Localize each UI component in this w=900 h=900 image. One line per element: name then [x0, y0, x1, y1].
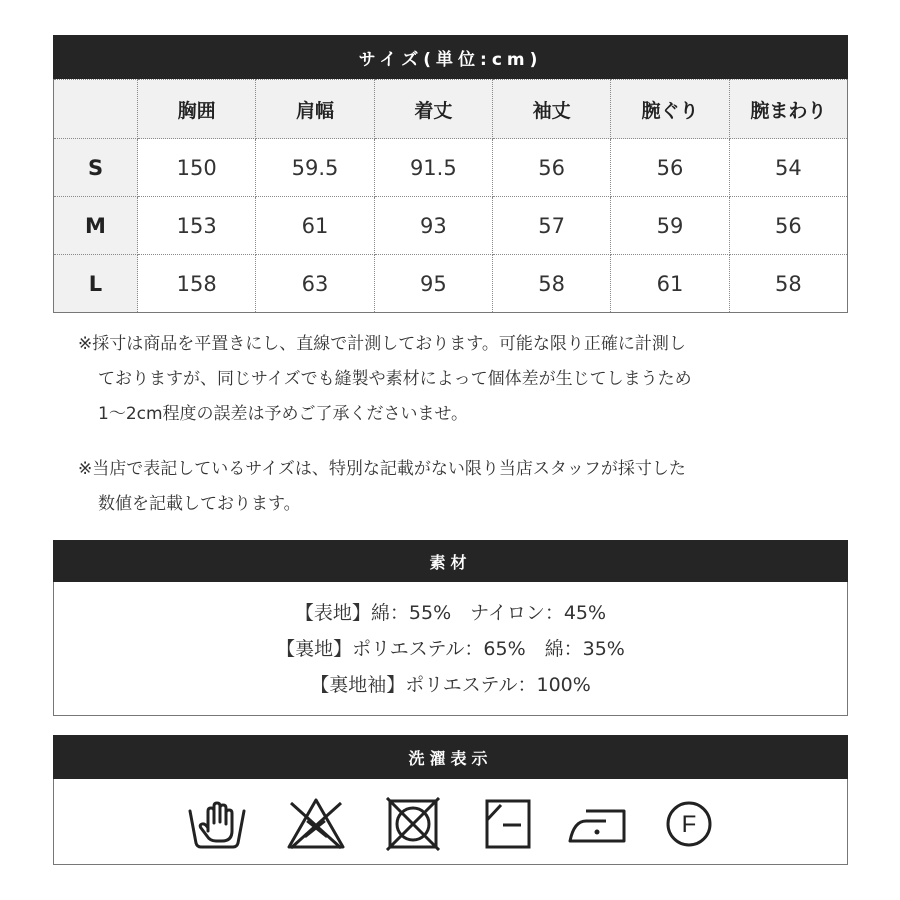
hand-wash-icon: [186, 797, 248, 851]
size-table-header-row: [54, 80, 848, 139]
table-cell: 58: [729, 255, 847, 313]
table-cell: 158: [138, 255, 256, 313]
column-header-arm-circumference: 腕まわり: [729, 80, 847, 139]
table-cell: 95: [374, 255, 492, 313]
column-header-length: 着丈: [374, 80, 492, 139]
note-line: ておりますが、同じサイズでも縫製や素材によって個体差が生じてしまうため: [98, 369, 692, 389]
table-cell: 56: [729, 197, 847, 255]
table-cell: 59.5: [256, 139, 374, 197]
iron-low-icon: [566, 797, 628, 851]
table-cell: 54: [729, 139, 847, 197]
note-paragraph: [78, 452, 838, 522]
note-line: ※当店で表記しているサイズは、特別な記載がない限り当店スタッフが採寸した: [78, 459, 686, 479]
size-table: [53, 79, 848, 313]
material-section: [53, 540, 848, 716]
column-header-chest: 胸囲: [138, 80, 256, 139]
line-dry-shade-icon: [477, 797, 539, 851]
material-line: 【裏地袖】ポリエステル：100%: [310, 673, 591, 696]
material-title: 素材: [53, 540, 848, 582]
table-cell: 61: [611, 255, 729, 313]
size-table-section: [53, 35, 848, 313]
no-bleach-icon: [285, 797, 347, 851]
size-label: L: [54, 255, 138, 313]
care-icons-row: [53, 779, 848, 865]
table-row: [54, 255, 848, 313]
note-line: 1～2cm程度の誤差は予めご了承くださいませ。: [98, 404, 469, 424]
material-body: [53, 582, 848, 716]
table-cell: 91.5: [374, 139, 492, 197]
size-label: S: [54, 139, 138, 197]
dry-clean-f-icon: [658, 797, 720, 851]
care-title: 洗濯表示: [53, 735, 848, 779]
measurement-notes: [78, 327, 838, 522]
note-paragraph: [78, 327, 838, 432]
size-table-title: サイズ(単位:cm): [53, 35, 848, 79]
table-row: [54, 139, 848, 197]
material-line: 【表地】綿：55% ナイロン：45%: [294, 601, 607, 624]
table-cell: 58: [492, 255, 610, 313]
care-section: [53, 735, 848, 865]
dry-clean-letter: F: [681, 811, 697, 838]
material-line: 【裏地】ポリエステル：65% 綿：35%: [276, 637, 625, 660]
size-label: M: [54, 197, 138, 255]
note-line: ※採寸は商品を平置きにし、直線で計測しております。可能な限り正確に計測し: [78, 334, 686, 354]
column-header-armhole: 腕ぐり: [611, 80, 729, 139]
column-header-blank: [54, 80, 138, 139]
table-cell: 57: [492, 197, 610, 255]
table-cell: 56: [611, 139, 729, 197]
no-tumble-dry-icon: [382, 797, 444, 851]
table-cell: 56: [492, 139, 610, 197]
table-cell: 59: [611, 197, 729, 255]
note-line: 数値を記載しております。: [98, 494, 301, 514]
table-cell: 93: [374, 197, 492, 255]
column-header-sleeve: 袖丈: [492, 80, 610, 139]
table-cell: 153: [138, 197, 256, 255]
table-cell: 150: [138, 139, 256, 197]
column-header-shoulder: 肩幅: [256, 80, 374, 139]
table-cell: 61: [256, 197, 374, 255]
table-cell: 63: [256, 255, 374, 313]
table-row: [54, 197, 848, 255]
